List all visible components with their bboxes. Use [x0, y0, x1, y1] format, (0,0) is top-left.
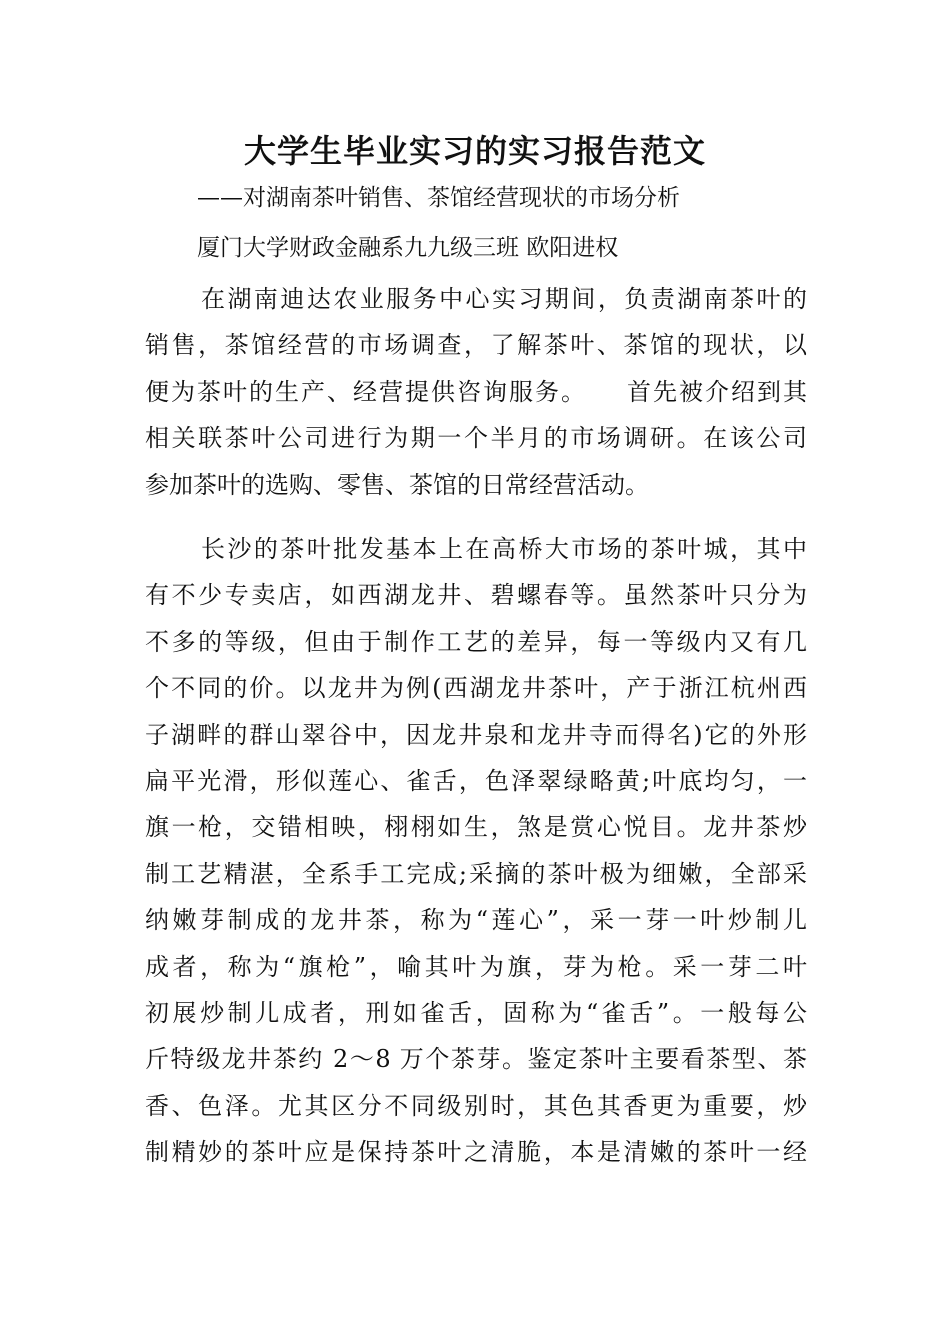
paragraph-line: 在湖南迪达农业服务中心实习期间，负责湖南茶叶的: [201, 285, 807, 313]
paragraph-line: 参加茶叶的选购、零售、茶馆的日常经营活动。: [145, 470, 649, 499]
paragraph-line: 有不少专卖店，如西湖龙井、碧螺春等。虽然茶叶只分为: [145, 581, 807, 610]
paragraph-line: 销售，茶馆经营的市场调查，了解茶叶、茶馆的现状，以: [145, 331, 807, 360]
paragraph-line: 旗一枪，交错相映，栩栩如生，煞是赏心悦目。龙井茶炒: [145, 813, 807, 842]
paragraph-line: 斤特级龙井茶约 2～8 万个茶芽。鉴定茶叶主要看茶型、茶: [145, 1045, 807, 1074]
paragraph-line: 子湖畔的群山翠谷中，因龙井泉和龙井寺而得名)它的外形: [145, 720, 807, 749]
paragraph-2: [145, 526, 807, 1175]
paragraph-line: 扁平光滑，形似莲心、雀舌，色泽翠绿略黄;叶底均匀，一: [145, 766, 807, 795]
paragraph-line: 个不同的价。以龙井为例(西湖龙井茶叶，产于浙江杭州西: [145, 674, 807, 703]
paragraph-line: 初展炒制儿成者，刑如雀舌，固称为“雀舌”。一般每公: [145, 998, 807, 1027]
document-title: 大学生毕业实习的实习报告范文: [243, 132, 706, 170]
paragraph-line: 便为茶叶的生产、经营提供咨询服务。 首先被介绍到其: [145, 377, 807, 406]
paragraph-line: 成者，称为“旗枪”，喻其叶为旗，芽为枪。采一芽二叶: [145, 952, 807, 981]
paragraph-line: 不多的等级，但由于制作工艺的差异，每一等级内又有几: [145, 627, 807, 656]
paragraph-line: 纳嫩芽制成的龙井茶，称为“莲心”，采一芽一叶炒制儿: [145, 906, 807, 935]
author-line: 厦门大学财政金融系九九级三班 欧阳进权: [197, 235, 619, 261]
paragraph-line: 香、色泽。尤其区分不同级别时，其色其香更为重要，炒: [145, 1091, 807, 1120]
document-subtitle: ——对湖南茶叶销售、茶馆经营现状的市场分析: [197, 185, 680, 211]
paragraph-line: 长沙的茶叶批发基本上在高桥大市场的茶叶城，其中: [201, 535, 807, 563]
paragraph-line: 制工艺精湛，全系手工完成;采摘的茶叶极为细嫩，全部采: [145, 859, 807, 888]
paragraph-1: [145, 276, 807, 508]
paragraph-line: 制精妙的茶叶应是保持茶叶之清脆，本是清嫩的茶叶一经: [145, 1138, 807, 1167]
paragraph-line: 相关联茶叶公司进行为期一个半月的市场调研。在该公司: [145, 424, 807, 453]
